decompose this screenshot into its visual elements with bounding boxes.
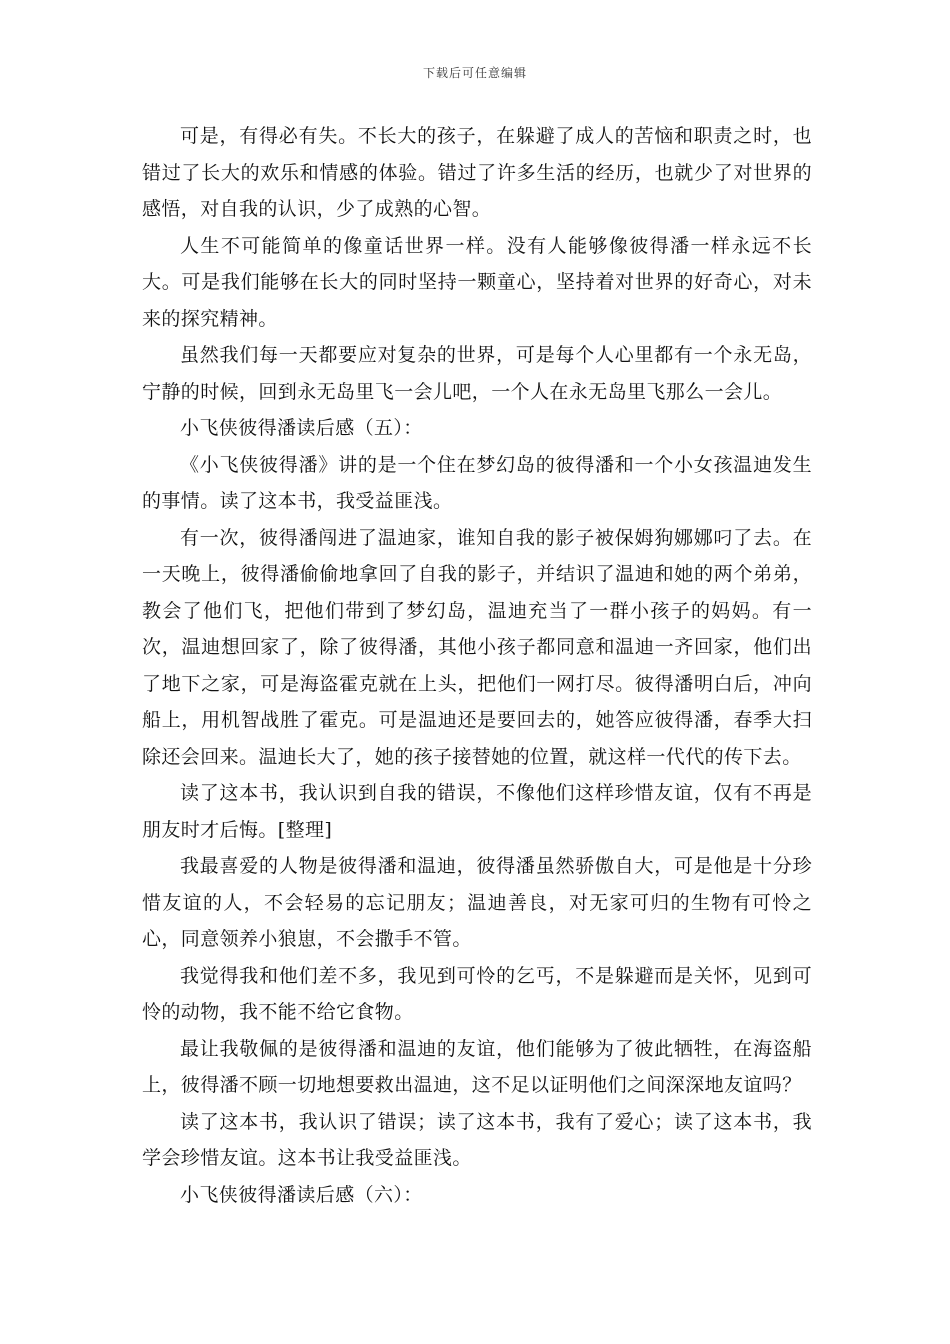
paragraph: 我最喜爱的人物是彼得潘和温迪，彼得潘虽然骄傲自大，可是他是十分珍惜友谊的人，不会轻易的忘记朋友；温迪善良，对无家可归的生物有可怜之心，同意领养小狼崽，不会撒手不管。: [142, 855, 812, 950]
paragraph: 最让我敬佩的是彼得潘和温迪的友谊，他们能够为了彼此牺牲，在海盗船上，彼得潘不顾一切地想要救出温迪，这不足以证明他们之间深深地友谊吗？: [142, 1037, 812, 1096]
paragraph: 《小飞侠彼得潘》讲的是一个住在梦幻岛的彼得潘和一个小女孩温迪发生的事情。读了这本书，我受益匪浅。: [142, 453, 812, 512]
section-heading: 小飞侠彼得潘读后感（五）：: [180, 417, 423, 439]
paragraph: 有一次，彼得潘闯进了温迪家，谁知自我的影子被保姆狗娜娜叼了去。在一天晚上，彼得潘偷偷地拿回了自我的影子，并结识了温迪和她的两个弟弟，教会了他们飞，把他们带到了梦幻岛，温迪充当了一群小孩子的妈妈。有一次，温迪想回家了，除了彼得潘，其他小孩子都同意和温迪一齐回家，他们出了地下之家，可是海盗霍克就在上头，把他们一网打尽。彼得潘明白后，冲向船上，用机智战胜了霍克。可是温迪还是要回去的，她答应彼得潘，春季大扫除还会回来。温迪长大了，她的孩子接替她的位置，就这样一代代的传下去。: [142, 526, 812, 768]
paragraph: 读了这本书，我认识了错误；读了这本书，我有了爱心；读了这本书，我学会珍惜友谊。这本书让我受益匪浅。: [142, 1110, 812, 1169]
paragraph: 读了这本书，我认识到自我的错误，不像他们这样珍惜友谊，仅有不再是朋友时才后悔。[整理]: [142, 782, 812, 841]
section-heading: 小飞侠彼得潘读后感（六）：: [180, 1183, 423, 1206]
paragraph: 虽然我们每一天都要应对复杂的世界，可是每个人心里都有一个永无岛，宁静的时候，回到永无岛里飞一会儿吧，一个人在永无岛里飞那么一会儿。: [142, 344, 812, 403]
paragraph: 我觉得我和他们差不多，我见到可怜的乞丐，不是躲避而是关怀，见到可怜的动物，我不能不给它食物。: [142, 964, 812, 1023]
document-body: [142, 118, 812, 1213]
page-header: 下载后可任意编辑: [422, 66, 527, 80]
paragraph: 人生不可能简单的像童话世界一样。没有人能够像彼得潘一样永远不长大。可是我们能够在长大的同时坚持一颗童心，坚持着对世界的好奇心，对未来的探究精神。: [142, 234, 812, 330]
paragraph: 可是，有得必有失。不长大的孩子，在躲避了成人的苦恼和职责之时，也错过了长大的欢乐和情感的体验。错过了许多生活的经历，也就少了对世界的感悟，对自我的认识，少了成熟的心智。: [142, 125, 812, 220]
